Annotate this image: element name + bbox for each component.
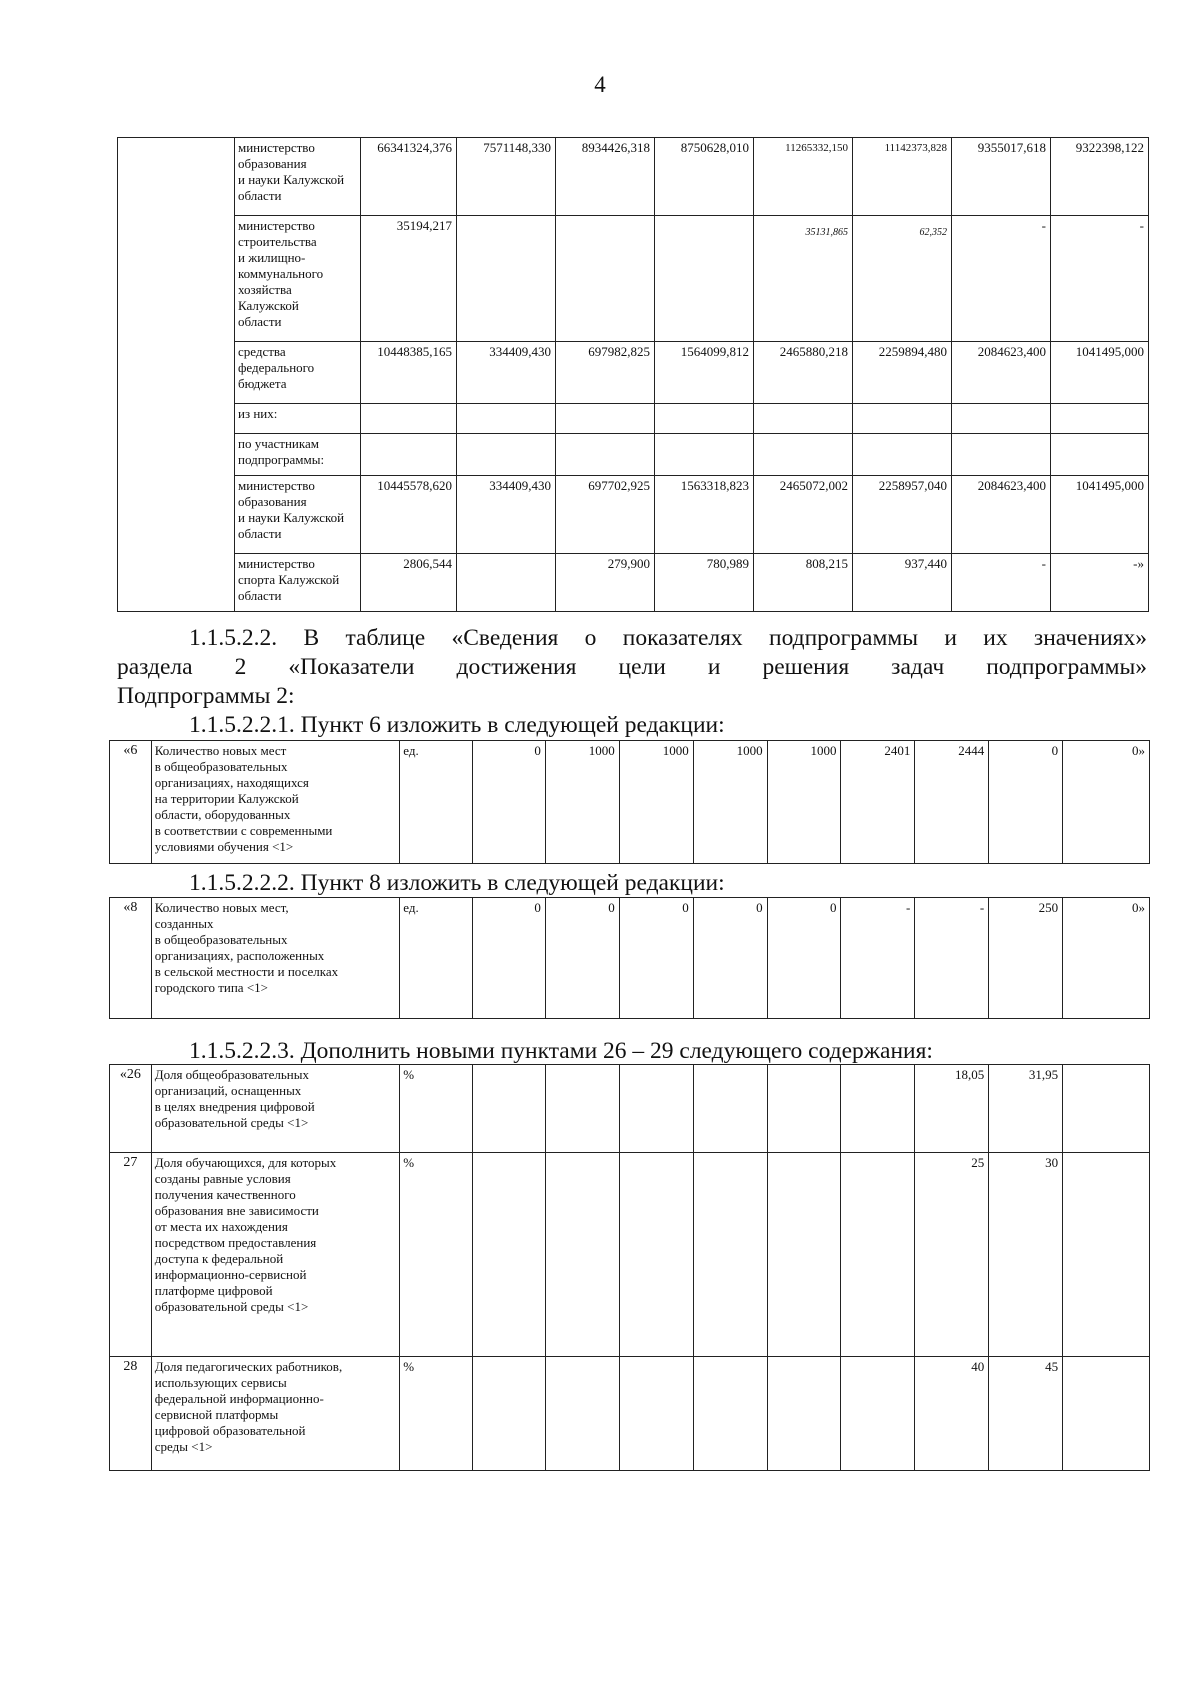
value-cell: [619, 1153, 693, 1357]
page-number: 4: [594, 72, 606, 97]
value-cell: [619, 1357, 693, 1471]
indicator-name: Количество новых мест в общеобразовательных организациях, находящихся на территории Калужской области, оборудованных в соответствии с современными условиями обучения <1>: [151, 741, 399, 864]
funding-table: [117, 137, 1149, 612]
table-row: [118, 554, 1149, 612]
value-cell: 0»: [1063, 898, 1150, 1019]
indicator-name: Доля педагогических работников, использующих сервисы федеральной информационно- сервисной платформы цифровой образовательной среды <1>: [151, 1357, 399, 1471]
value-cell: [853, 404, 952, 434]
value-cell: 9355017,618: [952, 138, 1051, 216]
value-cell: -: [841, 898, 915, 1019]
value-cell: -»: [1051, 554, 1149, 612]
value-cell: 30: [989, 1153, 1063, 1357]
row-label: средства федерального бюджета: [235, 342, 361, 404]
value-cell: 0: [693, 898, 767, 1019]
value-cell: 0: [767, 898, 841, 1019]
row-label: из них:: [235, 404, 361, 434]
indicator-row: [110, 1153, 1150, 1357]
indicator-name: Доля обучающихся, для которых созданы равные условия получения качественного образования вне зависимости от места их нахождения посредством предоставления доступа к федеральной информационно-сервисной платформе цифровой образовательной среды <1>: [151, 1153, 399, 1357]
value-cell: 334409,430: [457, 342, 556, 404]
value-cell: [952, 404, 1051, 434]
value-cell: [853, 434, 952, 476]
value-cell: 2806,544: [361, 554, 457, 612]
value-cell: 279,900: [556, 554, 655, 612]
item-number: 28: [110, 1357, 152, 1471]
value-cell: [1051, 434, 1149, 476]
value-cell: [952, 434, 1051, 476]
value-cell: 808,215: [754, 554, 853, 612]
value-cell: -: [1051, 216, 1149, 342]
value-cell: 1564099,812: [655, 342, 754, 404]
indicator-row: [110, 741, 1150, 864]
value-cell: [1063, 1065, 1150, 1153]
value-cell: [457, 404, 556, 434]
value-cell: 0: [619, 898, 693, 1019]
value-cell: 8750628,010: [655, 138, 754, 216]
value-cell: [767, 1357, 841, 1471]
row-label: министерство спорта Калужской области: [235, 554, 361, 612]
table-row: [118, 404, 1149, 434]
value-cell: 1000: [619, 741, 693, 864]
value-cell: [754, 404, 853, 434]
value-cell: [841, 1357, 915, 1471]
value-cell: [556, 216, 655, 342]
indicator-table-item-6: [109, 740, 1150, 864]
value-cell: 11142373,828: [853, 138, 952, 216]
value-cell: 1041495,000: [1051, 342, 1149, 404]
value-cell: 937,440: [853, 554, 952, 612]
value-cell: 0: [473, 741, 546, 864]
value-cell: [619, 1065, 693, 1153]
paragraph-item-6: 1.1.5.2.2.1. Пункт 6 изложить в следующей редакции:: [189, 712, 725, 738]
value-cell: -: [915, 898, 989, 1019]
value-cell: [655, 404, 754, 434]
paragraph-item-8: 1.1.5.2.2.2. Пункт 8 изложить в следующей редакции:: [189, 870, 725, 896]
value-cell: 2084623,400: [952, 342, 1051, 404]
row-label: министерство образования и науки Калужской области: [235, 476, 361, 554]
value-cell: 1000: [693, 741, 767, 864]
value-cell: 2084623,400: [952, 476, 1051, 554]
value-cell: 334409,430: [457, 476, 556, 554]
value-cell: [1063, 1357, 1150, 1471]
item-number: «26: [110, 1065, 152, 1153]
item-number: «8: [110, 898, 152, 1019]
empty-cell: [118, 138, 235, 612]
value-cell: 18,05: [915, 1065, 989, 1153]
value-cell: 1000: [767, 741, 841, 864]
value-cell: [1063, 1153, 1150, 1357]
value-cell: 35131,865: [754, 216, 853, 342]
value-cell: [1051, 404, 1149, 434]
value-cell: [841, 1153, 915, 1357]
indicator-row: [110, 898, 1150, 1019]
value-cell: 2444: [915, 741, 989, 864]
value-cell: [361, 434, 457, 476]
value-cell: 8934426,318: [556, 138, 655, 216]
value-cell: [655, 434, 754, 476]
value-cell: [841, 1065, 915, 1153]
table-row: [118, 216, 1149, 342]
value-cell: 0: [989, 741, 1063, 864]
value-cell: 1563318,823: [655, 476, 754, 554]
value-cell: [473, 1153, 546, 1357]
value-cell: [767, 1065, 841, 1153]
value-cell: [767, 1153, 841, 1357]
table-row: [118, 434, 1149, 476]
value-cell: 0: [545, 898, 619, 1019]
unit-cell: ед.: [400, 898, 473, 1019]
value-cell: 697702,925: [556, 476, 655, 554]
row-label: министерство образования и науки Калужской области: [235, 138, 361, 216]
value-cell: 9322398,122: [1051, 138, 1149, 216]
value-cell: [545, 1153, 619, 1357]
value-cell: [457, 554, 556, 612]
paragraph-main-line1: 1.1.5.2.2. В таблице «Сведения о показателях подпрограммы и их значениях»: [189, 625, 1147, 651]
unit-cell: %: [400, 1357, 473, 1471]
indicator-row: [110, 1065, 1150, 1153]
value-cell: [473, 1357, 546, 1471]
value-cell: [457, 434, 556, 476]
value-cell: [693, 1065, 767, 1153]
value-cell: -: [952, 216, 1051, 342]
value-cell: 2258957,040: [853, 476, 952, 554]
value-cell: 40: [915, 1357, 989, 1471]
unit-cell: %: [400, 1065, 473, 1153]
value-cell: 780,989: [655, 554, 754, 612]
value-cell: [545, 1065, 619, 1153]
value-cell: 2401: [841, 741, 915, 864]
value-cell: 0: [473, 898, 546, 1019]
value-cell: [556, 434, 655, 476]
value-cell: 0»: [1063, 741, 1150, 864]
value-cell: [473, 1065, 546, 1153]
table-row: [118, 476, 1149, 554]
indicator-row: [110, 1357, 1150, 1471]
value-cell: 7571148,330: [457, 138, 556, 216]
indicator-name: Доля общеобразовательных организаций, оснащенных в целях внедрения цифровой образовательной среды <1>: [151, 1065, 399, 1153]
value-cell: 2465072,002: [754, 476, 853, 554]
value-cell: 697982,825: [556, 342, 655, 404]
value-cell: 250: [989, 898, 1063, 1019]
value-cell: 11265332,150: [754, 138, 853, 216]
value-cell: 25: [915, 1153, 989, 1357]
value-cell: 10448385,165: [361, 342, 457, 404]
value-cell: [457, 216, 556, 342]
value-cell: 1000: [545, 741, 619, 864]
value-cell: 2465880,218: [754, 342, 853, 404]
unit-cell: ед.: [400, 741, 473, 864]
row-label: по участникам подпрограммы:: [235, 434, 361, 476]
paragraph-main-line3: Подпрограммы 2:: [117, 683, 295, 709]
value-cell: [361, 404, 457, 434]
item-number: «6: [110, 741, 152, 864]
table-row: [118, 342, 1149, 404]
value-cell: 66341324,376: [361, 138, 457, 216]
value-cell: 35194,217: [361, 216, 457, 342]
paragraph-main-line2: раздела 2 «Показатели достижения цели и решения задач подпрограммы»: [117, 654, 1147, 680]
value-cell: 2259894,480: [853, 342, 952, 404]
paragraph-items-26-29: 1.1.5.2.2.3. Дополнить новыми пунктами 26 – 29 следующего содержания:: [189, 1038, 933, 1064]
unit-cell: %: [400, 1153, 473, 1357]
indicator-name: Количество новых мест, созданных в общеобразовательных организациях, расположенных в сельской местности и поселках городского типа <1>: [151, 898, 399, 1019]
value-cell: 45: [989, 1357, 1063, 1471]
table-row: [118, 138, 1149, 216]
row-label: министерство строительства и жилищно- коммунального хозяйства Калужской области: [235, 216, 361, 342]
value-cell: 62,352: [853, 216, 952, 342]
indicator-table-items-26-28: [109, 1064, 1150, 1471]
value-cell: [693, 1153, 767, 1357]
value-cell: -: [952, 554, 1051, 612]
item-number: 27: [110, 1153, 152, 1357]
value-cell: 10445578,620: [361, 476, 457, 554]
value-cell: 31,95: [989, 1065, 1063, 1153]
value-cell: [545, 1357, 619, 1471]
value-cell: [693, 1357, 767, 1471]
value-cell: [655, 216, 754, 342]
value-cell: [556, 404, 655, 434]
indicator-table-item-8: [109, 897, 1150, 1019]
value-cell: 1041495,000: [1051, 476, 1149, 554]
value-cell: [754, 434, 853, 476]
